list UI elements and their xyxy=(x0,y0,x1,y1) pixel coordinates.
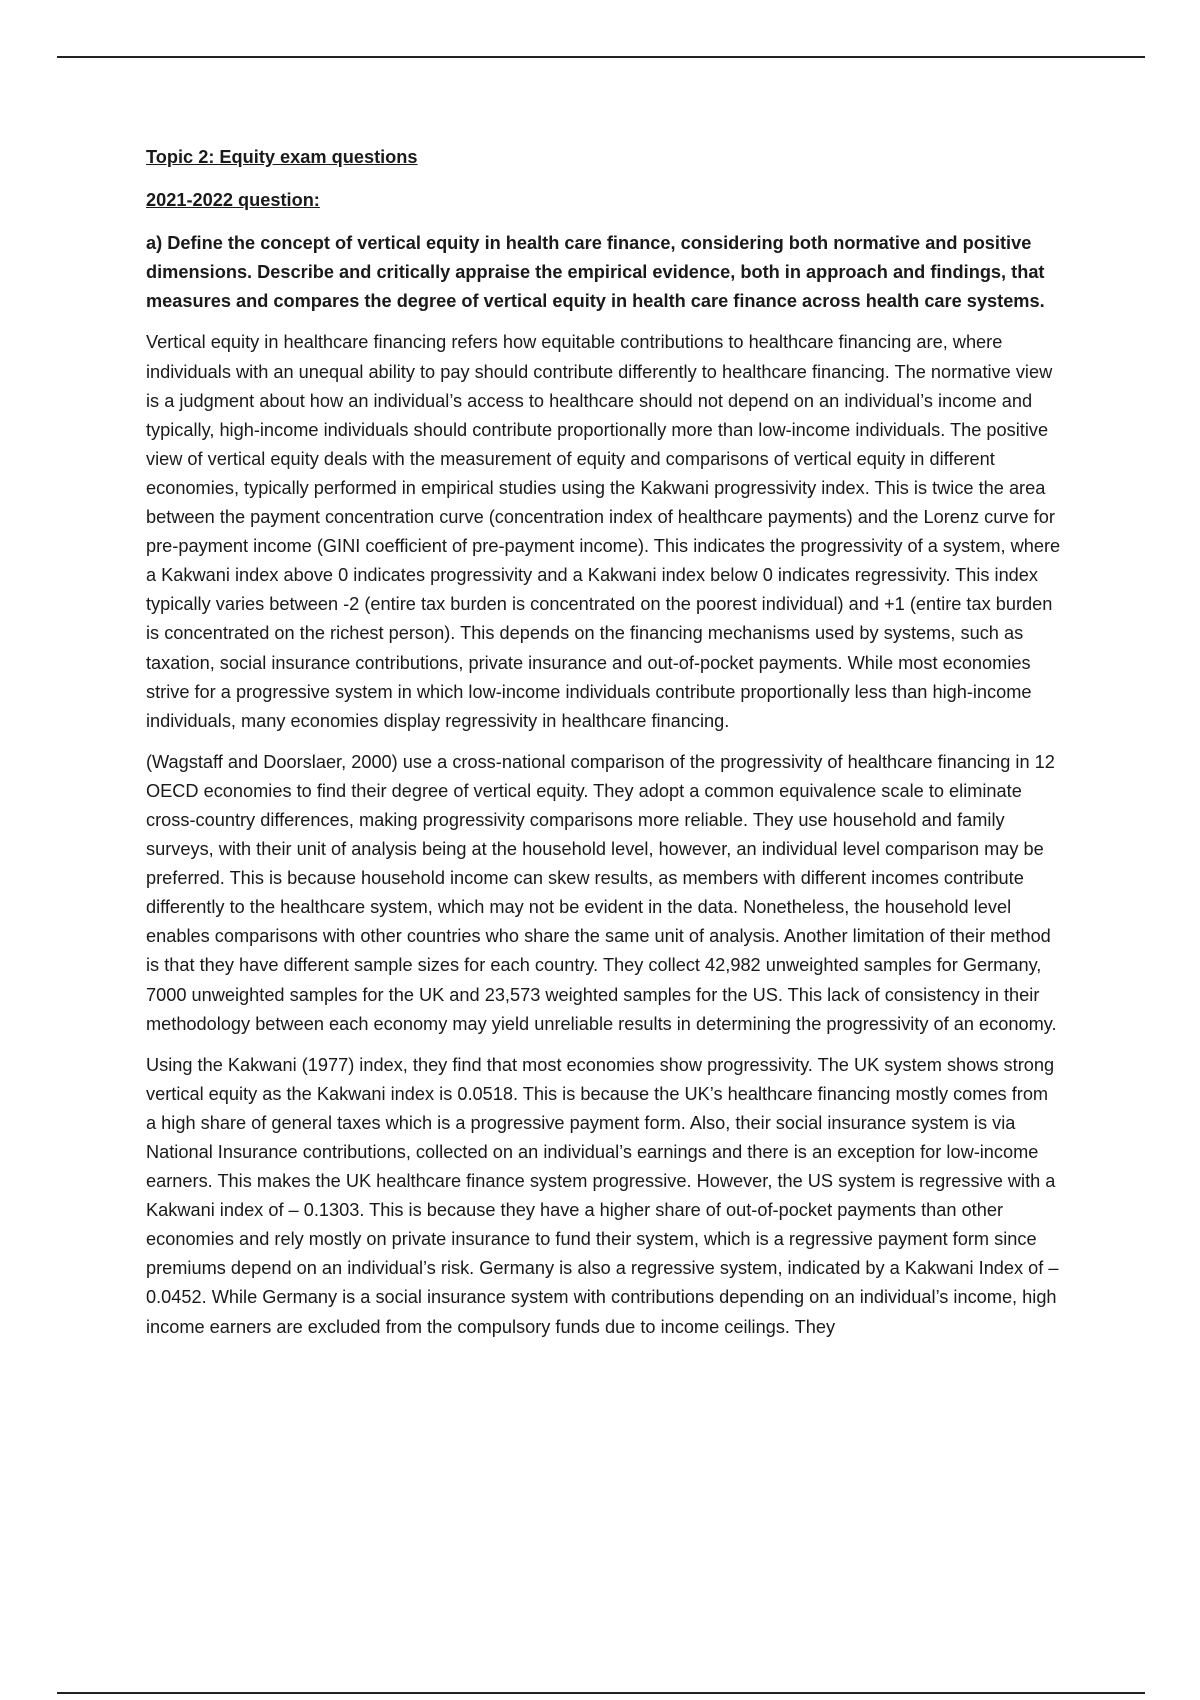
footer-rule xyxy=(57,1692,1145,1694)
document-body xyxy=(146,143,1061,1354)
paragraph-3: Using the Kakwani (1977) index, they find that most economies show progressivity. The UK system shows strong vertical equity as the Kakwani index is 0.0518. This is because the UK’s healthcare financing mostly comes from a high share of general taxes which is a progressive payment form. Also, their social insurance system is via National Insurance contributions, collected on an individual’s earnings and there is an exception for low-income earners. This makes the UK healthcare finance system progressive. However, the US system is regressive with a Kakwani index of – 0.1303. This is because they have a higher share of out-of-pocket payments than other economies and rely mostly on private insurance to fund their system, which is a regressive payment form since premiums depend on an individual’s risk. Germany is also a regressive system, indicated by a Kakwani Index of – 0.0452. While Germany is a social insurance system with contributions depending on an individual’s income, high income earners are excluded from the compulsory funds due to income ceilings. They xyxy=(146,1054,1059,1337)
paragraph-2: (Wagstaff and Doorslaer, 2000) use a cross-national comparison of the progressivity of healthcare financing in 12 OECD economies to find their degree of vertical equity. They adopt a common equivalence scale to eliminate cross-country differences, making progressivity comparisons more reliable. They use household and family surveys, with their unit of analysis being at the household level, however, an individual level comparison may be preferred. This is because household income can skew results, as members with different incomes contribute differently to the healthcare system, which may not be evident in the data. Nonetheless, the household level enables comparisons with other countries who share the same unit of analysis. Another limitation of their method is that they have different sample sizes for each country. They collect 42,982 unweighted samples for Germany, 7000 unweighted samples for the UK and 23,573 weighted samples for the US. This lack of consistency in their methodology between each economy may yield unreliable results in determining the progressivity of an economy. xyxy=(146,751,1057,1034)
paragraph-1: Vertical equity in healthcare financing refers how equitable contributions to healthcare financing are, where individuals with an unequal ability to pay should contribute differently to healthcare financing. The normative view is a judgment about how an individual’s access to healthcare should not depend on an individual’s income and typically, high-income individuals should contribute proportionally more than low-income individuals. The positive view of vertical equity deals with the measurement of equity and comparisons of vertical equity in different economies, typically performed in empirical studies using the Kakwani progressivity index. This is twice the area between the payment concentration curve (concentration index of healthcare payments) and the Lorenz curve for pre-payment income (GINI coefficient of pre-payment income). This indicates the progressivity of a system, where a Kakwani index above 0 indicates progressivity and a Kakwani index below 0 indicates regressivity. This index typically varies between -2 (entire tax burden is concentrated on the poorest individual) and +1 (entire tax burden is concentrated on the richest person). This depends on the financing mechanisms used by systems, such as taxation, social insurance contributions, private insurance and out-of-pocket payments. While most economies strive for a progressive system in which low-income individuals contribute proportionally less than high-income individuals, many economies display regressivity in healthcare financing. xyxy=(146,332,1061,731)
exam-question: a) Define the concept of vertical equity in health care finance, considering both normative and positive dimensions. Describe and critically appraise the empirical evidence, both in approach and findings, that measures and compares the degree of vertical equity in health care finance across health care systems. xyxy=(146,233,1045,312)
header-rule xyxy=(57,56,1145,58)
document-title: Topic 2: Equity exam questions xyxy=(146,147,418,167)
document-subtitle: 2021-2022 question: xyxy=(146,190,320,211)
